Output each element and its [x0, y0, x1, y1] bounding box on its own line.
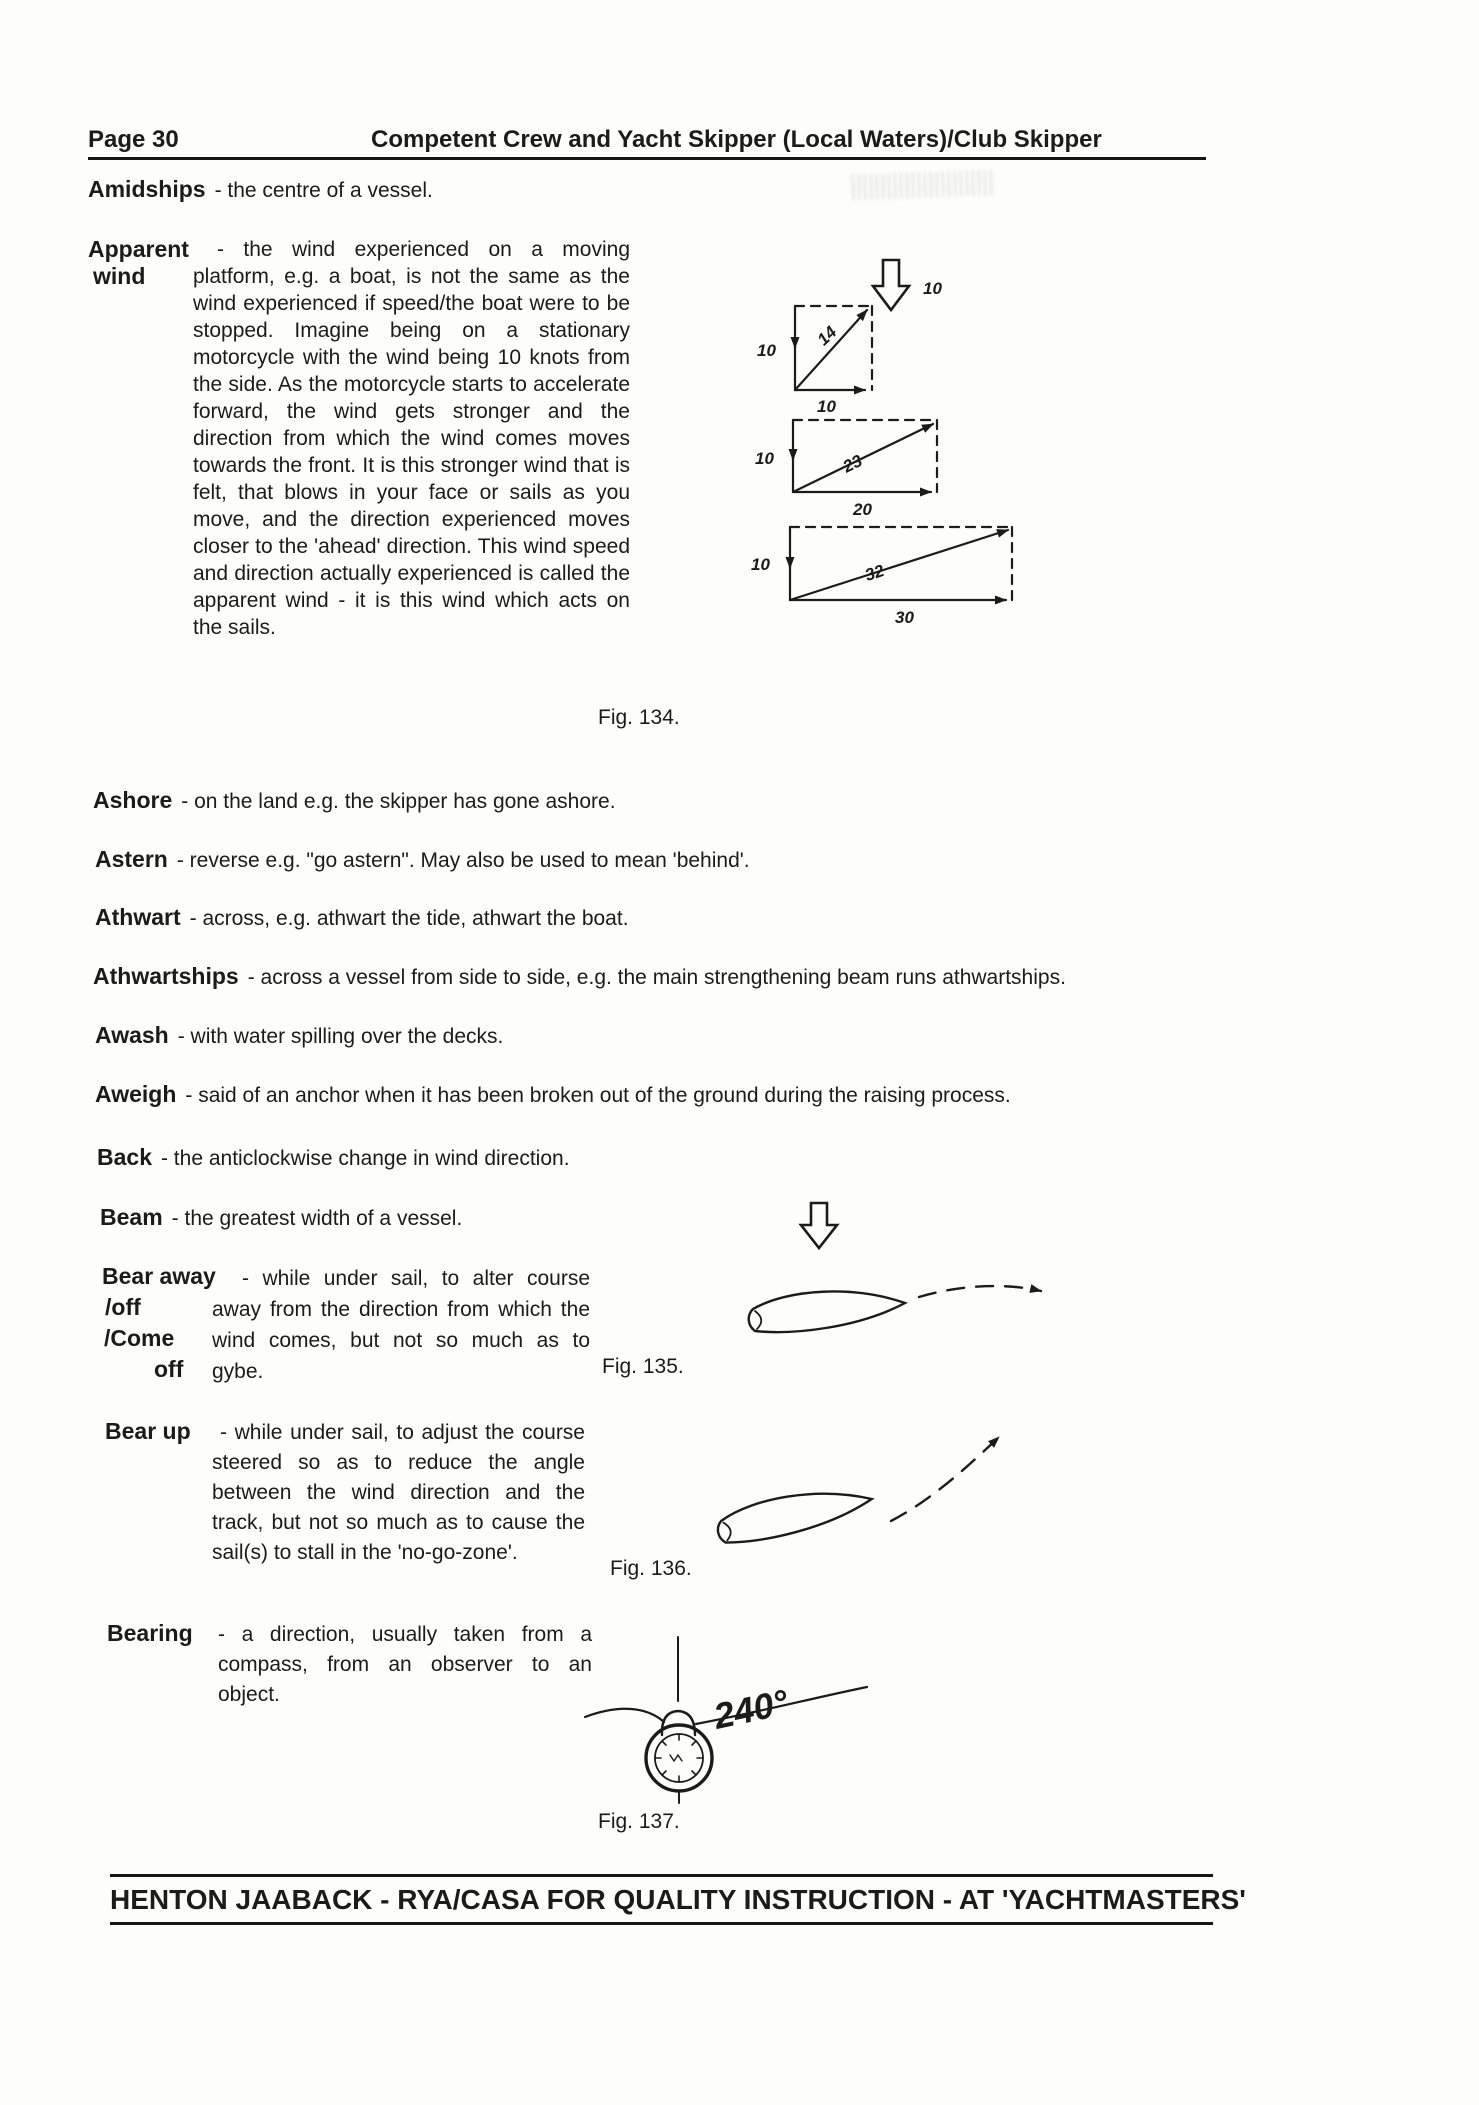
- entry-bear-up: [105, 1418, 605, 1603]
- entry-awash: [95, 1022, 503, 1049]
- definition-aweigh: - said of an anchor when it has been broken out of the ground during the raising process.: [185, 1084, 1011, 1107]
- apparent-vector-label-1: 14: [813, 322, 841, 350]
- bottom-vector-label-2: 20: [853, 500, 872, 519]
- fig134-apparent-wind-vector-diagram: [735, 248, 1055, 638]
- entry-athwart: [95, 904, 629, 931]
- compass-icon: [646, 1711, 712, 1803]
- vector-diagram-3: [790, 527, 1012, 600]
- term-athwartships: Athwartships: [93, 963, 239, 989]
- figure-label-136: Fig. 136.: [610, 1557, 692, 1580]
- entry-athwartships: [93, 963, 1066, 990]
- wind-speed-label: 10: [923, 279, 942, 298]
- figure-label-135: Fig. 135.: [602, 1355, 684, 1378]
- boat-shape: [715, 1488, 875, 1545]
- figure-label-137: Fig. 137.: [598, 1810, 680, 1833]
- definition-bear-up: - while under sail, to adjust the course steered so as to reduce the angle between the wind direction and the track, but not so much as to cause the sail(s) to stall in the 'no-go-zone'.: [212, 1421, 585, 1564]
- term-ashore: Ashore: [93, 787, 173, 813]
- course-arrow: [919, 1286, 1041, 1297]
- side-vector-label-2: 10: [755, 449, 774, 468]
- course-arrow: [891, 1437, 999, 1521]
- side-vector-label-3: 10: [751, 555, 770, 574]
- entry-back: [97, 1144, 570, 1171]
- term-wind: wind: [93, 263, 146, 289]
- entry-astern: [95, 846, 750, 873]
- scan-artifact: [852, 170, 993, 201]
- term-awash: Awash: [95, 1022, 169, 1048]
- term-bear-up: Bear up: [105, 1418, 191, 1444]
- entry-ashore: [93, 787, 616, 814]
- entry-aweigh: [95, 1081, 1011, 1108]
- footer-text: HENTON JAABACK - RYA/CASA FOR QUALITY INSTRUCTION - AT 'YACHTMASTERS': [110, 1884, 1246, 1915]
- page-footer: [110, 1874, 1246, 1925]
- term-bear-away: Bear away: [102, 1263, 216, 1289]
- term-beam: Beam: [100, 1204, 163, 1230]
- vector-diagram-2: [793, 420, 937, 492]
- header-title: Competent Crew and Yacht Skipper (Local Waters)/Club Skipper: [371, 126, 1102, 153]
- definition-back: - the anticlockwise change in wind direction.: [160, 1147, 570, 1170]
- page-number: Page 30: [88, 126, 179, 153]
- term-astern: Astern: [95, 846, 168, 872]
- definition-awash: - with water spilling over the decks.: [177, 1025, 504, 1048]
- definition-beam: - the greatest width of a vessel.: [171, 1207, 463, 1230]
- term-athwart: Athwart: [95, 904, 181, 930]
- bottom-vector-label-1: 10: [817, 397, 836, 416]
- term-come: /Come: [104, 1325, 175, 1351]
- fig137-compass-bearing-illustration: [575, 1625, 885, 1815]
- entry-amidships: [88, 176, 433, 203]
- bearing-value-label: 240°: [710, 1681, 792, 1737]
- fig136-bear-up-illustration: [695, 1415, 1025, 1580]
- definition-ashore: - on the land e.g. the skipper has gone ashore.: [181, 790, 616, 813]
- definition-athwartships: - across a vessel from side to side, e.g. the main strengthening beam runs athwartships.: [247, 966, 1066, 989]
- term-apparent: Apparent: [88, 236, 189, 262]
- definition-apparent-wind: - the wind experienced on a moving platform, e.g. a boat, is not the same as the wind experienced if speed/the boat were to be stopped. Imagine being on a stationary motorcycle with the wind being 10 knots from the side. As the motorcycle starts to accelerate forward, the wind gets stronger and the direction from which the wind comes moves towards the front. It is this stronger wind that is felt, that blows in your face or sails as you move, and the direction experienced moves closer to the 'ahead' direction. This wind speed and direction actually experienced is called the apparent wind - it is this wind which acts on the sails.: [193, 238, 630, 639]
- definition-bearing: - a direction, usually taken from a compass, from an observer to an object.: [218, 1623, 592, 1706]
- entry-beam: [100, 1204, 462, 1231]
- definition-bear-away: - while under sail, to alter course away from the direction from which the wind comes, but not so much as to gybe.: [212, 1267, 590, 1383]
- definition-athwart: - across, e.g. athwart the tide, athwart the boat.: [189, 907, 629, 930]
- sketch-curve-left: [585, 1709, 664, 1722]
- page-header: [88, 124, 1206, 160]
- apparent-vector-label-3: 32: [862, 561, 887, 585]
- definition-amidships: - the centre of a vessel.: [214, 179, 433, 202]
- entry-bear-away: [102, 1263, 602, 1403]
- fig135-bear-away-illustration: [735, 1195, 1065, 1365]
- side-vector-label-1: 10: [757, 341, 776, 360]
- wind-arrow-icon: [873, 260, 909, 310]
- term-off: /off: [105, 1294, 141, 1320]
- term-bearing: Bearing: [107, 1620, 193, 1646]
- term-amidships: Amidships: [88, 176, 206, 202]
- vector-diagram-1: [795, 306, 872, 390]
- bottom-vector-label-3: 30: [895, 608, 914, 627]
- definition-astern: - reverse e.g. "go astern". May also be used to mean 'behind'.: [176, 849, 750, 872]
- entry-bearing: [107, 1620, 607, 1720]
- term-come-off: off: [154, 1356, 184, 1382]
- term-back: Back: [97, 1144, 152, 1170]
- term-aweigh: Aweigh: [95, 1081, 177, 1107]
- wind-arrow-icon: [801, 1203, 837, 1248]
- entry-apparent-wind: [88, 236, 648, 736]
- apparent-vector-label-2: 23: [839, 451, 866, 477]
- boat-shape: [749, 1292, 905, 1333]
- figure-label-134: Fig. 134.: [598, 706, 680, 729]
